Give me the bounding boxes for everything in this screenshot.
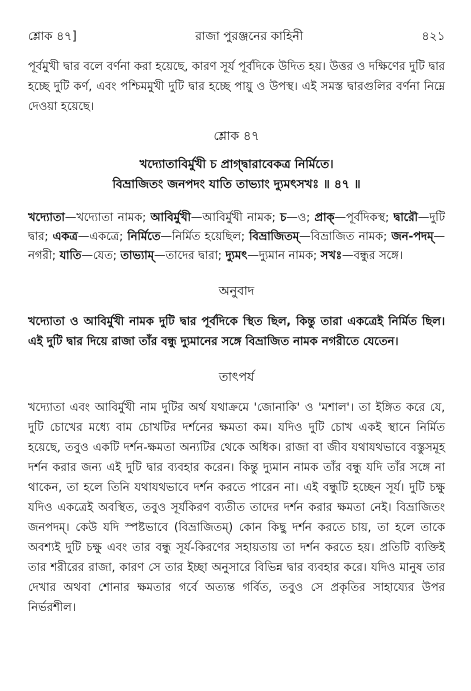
synonym-term: যাতি <box>59 248 82 262</box>
synonym-meaning: —খদ্যোতা নামক; <box>64 210 151 224</box>
verse-heading: শ্লোক ৪৭ <box>213 128 260 143</box>
intro-paragraph: পূর্বমুখী দ্বার বলে বর্ণনা করা হয়েছে, কারণ সূর্য পূর্বদিকে উদিত হয়। উত্তর ও দক্ষিণের দুটি দ্বার হচ্ছে দুটি কর্ণ, এবং পশ্চিমমুখী দুটি দ্বার হচ্ছে পায়ু ও উপস্থ। এই সমস্ত দ্বারগুলির বর্ণনা নিম্নে দেওয়া হয়েছে। <box>28 59 445 113</box>
synonym-meaning: —নগরী; <box>28 229 445 262</box>
running-header <box>28 28 445 48</box>
synonym-term: খদ্যোতা <box>28 210 65 224</box>
synonym-meaning: —নির্মিত হয়েছিল; <box>160 229 250 243</box>
verse-line-1: খদ্যোতাবির্মুখী চ প্রাগ্দ্বারাবেকত্র নির্মিতে। <box>139 157 334 171</box>
purport-heading: তাৎপর্য <box>218 369 255 384</box>
synonym-meaning: —ও; <box>286 210 315 224</box>
synonym-term: বিভ্রাজিতম্ <box>249 229 300 243</box>
synonym-meaning: —একত্রে; <box>77 229 128 243</box>
synonym-term: তাভ্যাম্ <box>120 248 154 262</box>
synonym-meaning: —দুটি দ্বার; <box>28 210 445 243</box>
chapter-title: রাজা পুরঞ্জনের কাহিনী <box>195 29 303 43</box>
synonym-meaning: —যেত; <box>81 248 121 262</box>
synonym-term: চ <box>280 210 287 224</box>
synonym-meaning: —বন্ধুর সঙ্গে। <box>341 248 403 262</box>
translation-text: খদ্যোতা ও আবির্মুখী নামক দুটি দ্বার পূর্বদিকে স্থিত ছিল, কিন্তু তারা একত্রেই নির্মিত ছিল। এই দুটি দ্বার দিয়ে রাজা তাঁর বন্ধু দ্যুমানের সঙ্গে বিভ্রাজিত নামক নগরীতে যেতেন। <box>28 314 445 348</box>
verse-reference: শ্লোক ৪৭] <box>28 29 77 43</box>
synonym-term: আবির্মুখী <box>150 210 191 224</box>
synonym-meaning: —তাদের দ্বারা; <box>154 248 226 262</box>
synonym-meaning: —আবির্মুখী নামক; <box>190 210 281 224</box>
page-number: ৪২১ <box>421 29 445 43</box>
synonym-term: নির্মিতে <box>127 229 161 243</box>
synonym-term: সখঃ <box>320 248 342 262</box>
synonym-meaning: —দ্যুমান নামক; <box>247 248 321 262</box>
verse-line-2: বিভ্রাজিতং জনপদং যাতি তাভ্যাং দ্যুমৎসখঃ ॥ ৪৭ ॥ <box>112 177 361 191</box>
synonym-term: প্রাক্ <box>314 210 335 224</box>
synonym-term: একত্র <box>52 229 78 243</box>
translation-heading: অনুবাদ <box>218 283 255 298</box>
synonym-term: দ্বারৌ <box>393 210 418 224</box>
purport-text: খদ্যোতা এবং আবির্মুখী নাম দুটির অর্থ যথাক্রমে 'জোনাকি' ও 'মশাল'। তা ইঙ্গিত করে যে, দুটি চোখের মধ্যে বাম চোখটির দর্শনের ক্ষমতা কম। যদিও দুটি চোখ একই স্থানে নির্মিত হয়েছে, তবুও একটি দর্শন-ক্ষমতা অন্যটির থেকে অধিক। রাজা বা জীব যথাযথভাবে বস্তুসমূহ দর্শন করার জন্য এই দুটি দ্বার ব্যবহার করেন। কিন্তু দ্যুমান নামক তাঁর বন্ধু যদি তাঁর সঙ্গে না থাকেন, তা হলে তিনি যথাযথভাবে দর্শন করতে পারেন না। এই বন্ধুটি হচ্ছেন সূর্য। দুটি চক্ষু যদিও একত্রেই অবস্থিত, তবুও সূর্যকিরণ ব্যতীত তাদের দর্শন করার ক্ষমতা নেই। বিভ্রাজিতং জনপদম্। কেউ যদি স্পষ্টভাবে (বিভ্রাজিতম্) কোন কিছু দর্শন করতে চায়, তা হলে তাকে অবশ্যই দুটি চক্ষু এবং তার বন্ধু সূর্য-কিরণের সহায়তায় তা দর্শন করতে হয়। প্রতিটি ব্যক্তিই তার শরীরের রাজা, কারণ সে তার ইচ্ছা অনুসারে বিভিন্ন দ্বার ব্যবহার করে। যদিও মানুষ তার দেখার অথবা শোনার ক্ষমতার গর্বে অত্যন্ত গর্বিত, তবুও সে প্রকৃতির সাহায্যের উপর নির্ভরশীল। <box>28 400 445 614</box>
synonym-meaning: —বিভ্রাজিত নামক; <box>299 229 392 243</box>
synonym-term: জন-পদম্ <box>391 229 434 243</box>
synonyms <box>28 208 445 265</box>
synonym-term: দ্যুমৎ <box>225 248 248 262</box>
synonym-meaning: —পূর্বদিকস্থ; <box>334 210 394 224</box>
